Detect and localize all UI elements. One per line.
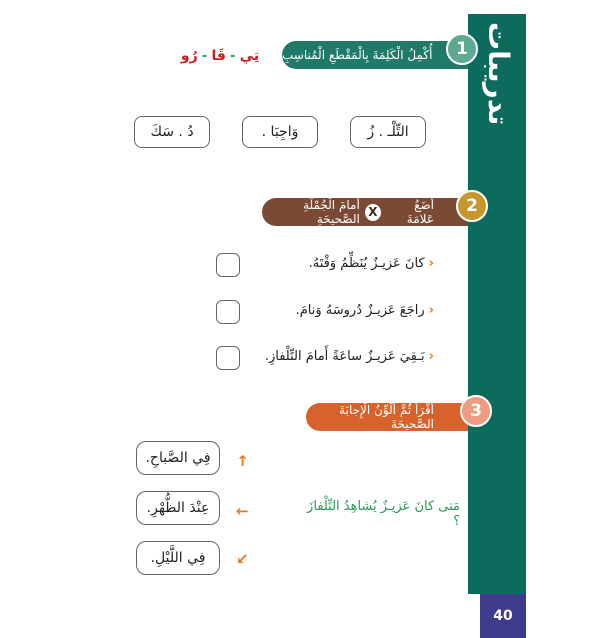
sentence-1 (264, 256, 434, 271)
separator: - (229, 48, 236, 64)
syllable-3[interactable]: رُو (180, 48, 198, 64)
arrow-up-left-icon: ↖ (231, 450, 254, 472)
checkbox-3[interactable] (216, 346, 240, 370)
sentence-text: بَـقِيَ عَزيـزٌ ساعَةً أَمامَ التِّلْفازِ. (264, 349, 425, 364)
answer-box-1[interactable]: فِي الصَّباحِ. (136, 441, 220, 475)
sentence-2 (264, 303, 434, 318)
ex1-number-badge: 1 (446, 33, 478, 65)
separator: - (201, 48, 208, 64)
checkbox-1[interactable] (216, 253, 240, 277)
ex2-instruction-end: أَمامَ الْجُمْلَةِ الصَّحيحَةِ (303, 198, 360, 226)
answer-box-3[interactable]: فِي اللَّيْلِ. (136, 541, 220, 575)
sentence-text: كانَ عَزيـزٌ يُنَظِّمُ وَقْتَهُ. (308, 256, 425, 271)
syllable-2[interactable]: قَا (211, 48, 226, 64)
answer-box-2[interactable]: عِنْدَ الظُّهْرِ. (136, 491, 220, 525)
x-mark-icon: X (365, 204, 381, 221)
section-title: تدريبات (482, 22, 515, 126)
checkbox-2[interactable] (216, 300, 240, 324)
arrow-left-icon: ← (236, 502, 249, 520)
word-box-1[interactable]: التِّلْـ . زُ (350, 116, 426, 148)
page-number: 40 (480, 594, 526, 638)
word-box-3[interactable]: دُ . سَكَ (134, 116, 210, 148)
ex2-number-badge: 2 (456, 190, 488, 222)
ex3-question: مَتى كانَ عَزيـزٌ يُشاهِدُ التِّلْفازَ ؟ (307, 499, 460, 529)
arrow-down-left-icon: ↙ (236, 550, 249, 568)
sentence-3 (264, 349, 434, 364)
ex3-instruction: أَقْرَأُ ثُمَّ أُلَوِّنُ الْإِجابَةَ الصَّحيحَةَ (306, 403, 468, 431)
ex1-instruction: أُكْمِلُ الْكَلِمَةَ بِالْمَقْطَعِ الْمُناسِبِ (282, 41, 468, 69)
sentence-text: راجَعَ عَزيـزٌ دُروسَهُ وَنامَ. (295, 303, 425, 318)
bullet-arrow-icon: ‹ (428, 349, 434, 364)
bullet-arrow-icon: ‹ (428, 303, 434, 318)
ex3-number-badge: 3 (460, 395, 492, 427)
word-box-2[interactable]: وَاجِبَا . (242, 116, 318, 148)
ex2-instruction-start: أَضَعُ عَلامَةَ (406, 198, 434, 226)
ex2-instruction (262, 198, 468, 226)
syllable-1[interactable]: تِي (239, 48, 260, 64)
syllable-options (170, 48, 270, 64)
bullet-arrow-icon: ‹ (428, 256, 434, 271)
